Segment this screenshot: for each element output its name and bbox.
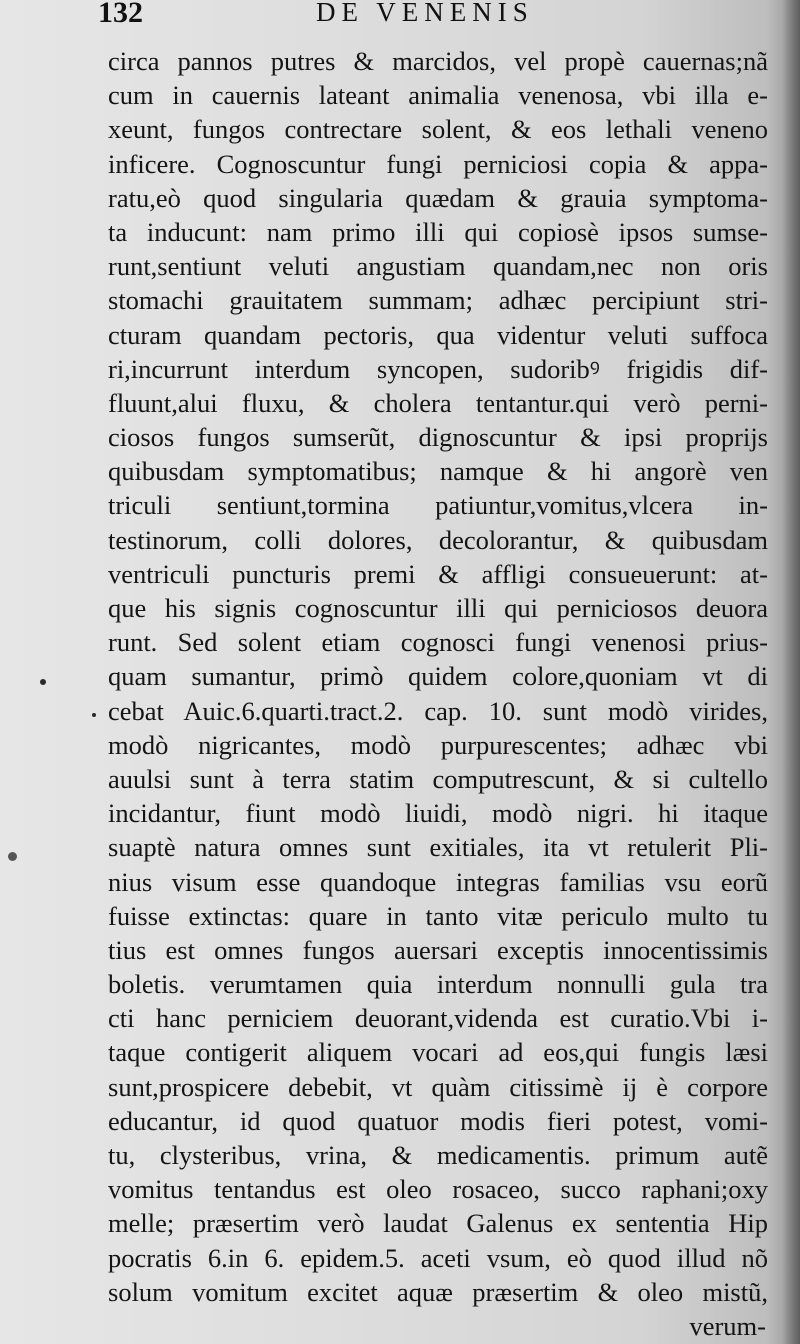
- text-line: vomitus tentandus est oleo rosaceo, succo raphani;oxy: [108, 1174, 768, 1205]
- ink-speck: [40, 679, 46, 685]
- text-line: runt,sentiunt veluti angustiam quandam,nec non oris: [108, 251, 768, 282]
- text-line: ventriculi puncturis premi & affligi consueuerunt: at-: [108, 558, 768, 589]
- catchword: verum-: [689, 1310, 766, 1341]
- text-line: nius visum esse quandoque integras familias vsu eorũ: [108, 866, 768, 897]
- text-line: taque contigerit aliquem vocari ad eos,qui fungis læsi: [108, 1037, 768, 1068]
- text-line: modò nigricantes, modò purpurescentes; adhæc vbi: [108, 729, 768, 760]
- page-gutter-shadow: [782, 0, 800, 1344]
- text-line: cti hanc perniciem deuorant,videnda est curatio.Vbi i-: [108, 1003, 768, 1034]
- text-line: stomachi grauitatem summam; adhæc percipiunt stri-: [108, 285, 768, 316]
- text-line: cebat Auic.6.quarti.tract.2. cap. 10. sunt modò virides,: [108, 695, 768, 726]
- text-line: ri,incurrunt interdum syncopen, sudoribꝰ frigidis dif-: [108, 353, 768, 384]
- text-line: tius est omnes fungos auersari exceptis innocentissimis: [108, 934, 768, 965]
- text-line: pocratis 6.in 6. epidem.5. aceti vsum, eò quod illud nõ: [108, 1242, 768, 1273]
- text-line: quam sumantur, primò quidem colore,quoniam vt di: [108, 661, 768, 692]
- text-line: inficere. Cognoscuntur fungi perniciosi copia & appa-: [108, 148, 768, 179]
- text-line: cturam quandam pectoris, qua videntur veluti suffoca: [108, 319, 768, 350]
- text-line: tu, clysteribus, vrina, & medicamentis. primum autẽ: [108, 1140, 768, 1170]
- text-line: fuisse extinctas: quare in tanto vitæ periculo multo tu: [108, 900, 768, 931]
- running-title: DE VENENIS: [316, 0, 534, 27]
- text-line: sunt,prospicere debebit, vt quàm citissimè ij è corpore: [108, 1071, 768, 1102]
- text-line: boletis. verumtamen quia interdum nonnulli gula tra: [108, 969, 768, 1000]
- text-line: ciosos fungos sumserũt, dignoscuntur & ipsi proprijs: [108, 422, 768, 453]
- text-line: melle; præsertim verò laudat Galenus ex sententia Hip: [108, 1208, 768, 1239]
- text-line: solum vomitum excitet aquæ præsertim & oleo mistũ,: [108, 1276, 768, 1307]
- page-number: 132: [98, 0, 143, 29]
- text-line: auulsi sunt à terra statim computrescunt, & si cultello: [108, 763, 768, 794]
- text-line: educantur, id quod quatuor modis fieri potest, vomi-: [108, 1105, 768, 1136]
- text-line: cum in cauernis lateant animalia venenosa, vbi illa e-: [108, 80, 768, 111]
- text-line: triculi sentiunt,tormina patiuntur,vomitus,vlcera in-: [108, 490, 768, 521]
- text-line: runt. Sed solent etiam cognosci fungi venenosi prius-: [108, 627, 768, 658]
- text-line: suaptè natura omnes sunt exitiales, ita vt retulerit Pli-: [108, 832, 768, 863]
- text-line: circa pannos putres & marcidos, vel propè cauernas;nã: [108, 46, 768, 76]
- text-line: ratu,eò quod singularia quædam & grauia symptoma-: [108, 182, 768, 213]
- page-header: [98, 0, 778, 32]
- ink-speck: [8, 852, 17, 861]
- body-text: [108, 44, 768, 1343]
- text-line: incidantur, fiunt modò liuidi, modò nigri. hi itaque: [108, 798, 768, 829]
- text-line: testinorum, colli dolores, decolorantur, & quibusdam: [108, 524, 768, 555]
- text-line: fluunt,alui fluxu, & cholera tentantur.qui verò perni-: [108, 387, 768, 418]
- text-line: quibusdam symptomatibus; namque & hi angorè ven: [108, 456, 768, 487]
- text-line: que his signis cognoscuntur illi qui perniciosos deuora: [108, 593, 768, 623]
- text-line: xeunt, fungos contrectare solent, & eos lethali veneno: [108, 114, 768, 145]
- ink-speck: [92, 713, 96, 717]
- text-line: ta inducunt: nam primo illi qui copiosè ipsos sumse-: [108, 216, 768, 247]
